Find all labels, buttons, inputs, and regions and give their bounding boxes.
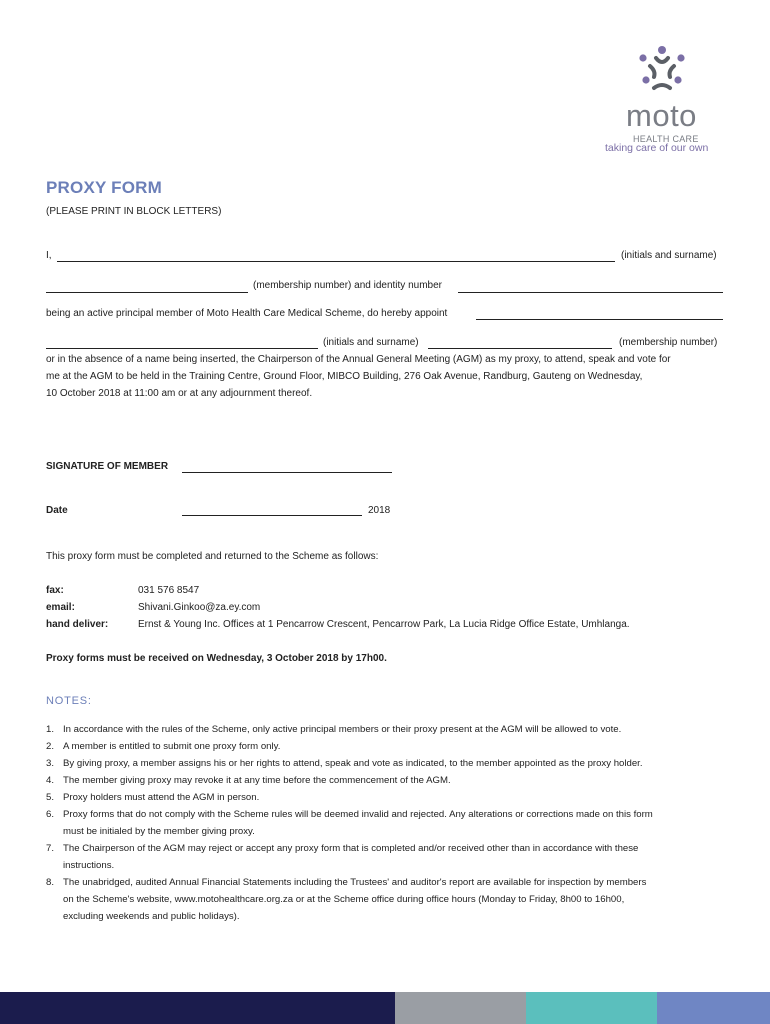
note-item (46, 840, 726, 874)
line1-suffix: (initials and surname) (621, 250, 717, 261)
paragraph-line-3: 10 October 2018 at 11:00 am or at any adjournment thereof. (46, 388, 313, 399)
note-number: 4. (46, 775, 55, 786)
line2-label: (membership number) and identity number (253, 280, 442, 291)
note-line: In accordance with the rules of the Scheme, only active principal members or their proxy present at the AGM will be allowed to vote. (63, 724, 622, 735)
instructions-intro: This proxy form must be completed and returned to the Scheme as follows: (46, 551, 379, 562)
notes-heading: NOTES: (46, 695, 92, 707)
footer-grey-block (395, 992, 526, 1024)
people-circle-icon (632, 44, 692, 96)
email-label: email: (46, 602, 75, 613)
footer-blue-block (657, 992, 770, 1024)
signature-label: SIGNATURE OF MEMBER (46, 461, 169, 472)
note-number: 5. (46, 792, 55, 803)
note-line: By giving proxy, a member assigns his or her rights to attend, speak and vote as indicated, to the member appointed as the proxy holder. (63, 758, 643, 769)
note-number: 7. (46, 843, 55, 854)
date-label: Date (46, 505, 68, 516)
note-line: A member is entitled to submit one proxy form only. (63, 741, 281, 752)
signature-field[interactable] (182, 472, 392, 473)
note-number: 1. (46, 724, 55, 735)
note-line: Proxy forms that do not comply with the Scheme rules will be deemed invalid and rejected. Any alterations or corrections made on this form (63, 809, 653, 820)
hand-deliver-label: hand deliver: (46, 619, 109, 630)
note-item (46, 721, 726, 738)
note-line: on the Scheme's website, www.motohealthcare.org.za or at the Scheme office during office hours (Monday to Friday, 8h00 to 16h00, (63, 894, 625, 905)
form-title: PROXY FORM (46, 178, 162, 197)
email-value[interactable]: Shivani.Ginkoo@za.ey.com (138, 602, 261, 613)
note-number: 2. (46, 741, 55, 752)
date-year: 2018 (368, 505, 391, 516)
note-line: instructions. (63, 860, 115, 871)
appointee-field[interactable] (476, 319, 723, 320)
note-item (46, 755, 726, 772)
footer-teal-block (526, 992, 657, 1024)
deadline-text: Proxy forms must be received on Wednesday, 3 October 2018 by 17h00. (46, 653, 387, 664)
appointee-membership-field[interactable] (428, 348, 612, 349)
form-subtitle: (PLEASE PRINT IN BLOCK LETTERS) (46, 206, 222, 217)
footer-navy-block (0, 992, 395, 1024)
member-name-field[interactable] (57, 261, 615, 262)
note-line: The member giving proxy may revoke it at any time before the commencement of the AGM. (63, 775, 451, 786)
note-item (46, 874, 726, 925)
line4-initials-label: (initials and surname) (323, 337, 419, 348)
logo-tagline: taking care of our own (605, 142, 709, 154)
note-item (46, 789, 726, 806)
fax-value: 031 576 8547 (138, 585, 200, 596)
membership-number-field[interactable] (46, 292, 248, 293)
note-item (46, 738, 726, 755)
note-item (46, 806, 726, 840)
note-item (46, 772, 726, 789)
logo-wordmark: moto (626, 98, 697, 133)
notes-list (46, 721, 726, 925)
line4-membership-label: (membership number) (619, 337, 718, 348)
line1-prefix: I, (46, 250, 52, 261)
logo-subtitle: HEALTH CARE (633, 134, 699, 144)
hand-deliver-value: Ernst & Young Inc. Offices at 1 Pencarrow Crescent, Pencarrow Park, La Lucia Ridge Office Estate, Umhlanga. (138, 619, 630, 630)
note-number: 3. (46, 758, 55, 769)
note-line: The unabridged, audited Annual Financial Statements including the Trustees' and auditor's report are available for inspection by members (63, 877, 647, 888)
note-number: 6. (46, 809, 55, 820)
identity-number-field[interactable] (458, 292, 723, 293)
fax-label: fax: (46, 585, 64, 596)
note-line: The Chairperson of the AGM may reject or accept any proxy form that is completed and/or received other than in accordance with these (63, 843, 639, 854)
note-number: 8. (46, 877, 55, 888)
date-field[interactable] (182, 515, 362, 516)
paragraph-line-2: me at the AGM to be held in the Training Centre, Ground Floor, MIBCO Building, 276 Oak Avenue, Randburg, Gauteng on Wednesday, (46, 371, 643, 382)
footer-band (0, 992, 770, 1024)
line3-text: being an active principal member of Moto Health Care Medical Scheme, do hereby appoint (46, 308, 448, 319)
note-line: excluding weekends and public holidays). (63, 911, 240, 922)
appointee-name-field[interactable] (46, 348, 318, 349)
paragraph-line-1: or in the absence of a name being inserted, the Chairperson of the Annual General Meeting (AGM) as my proxy, to attend, speak and vote for (46, 354, 671, 365)
note-line: Proxy holders must attend the AGM in person. (63, 792, 260, 803)
note-line: must be initialed by the member giving proxy. (63, 826, 255, 837)
